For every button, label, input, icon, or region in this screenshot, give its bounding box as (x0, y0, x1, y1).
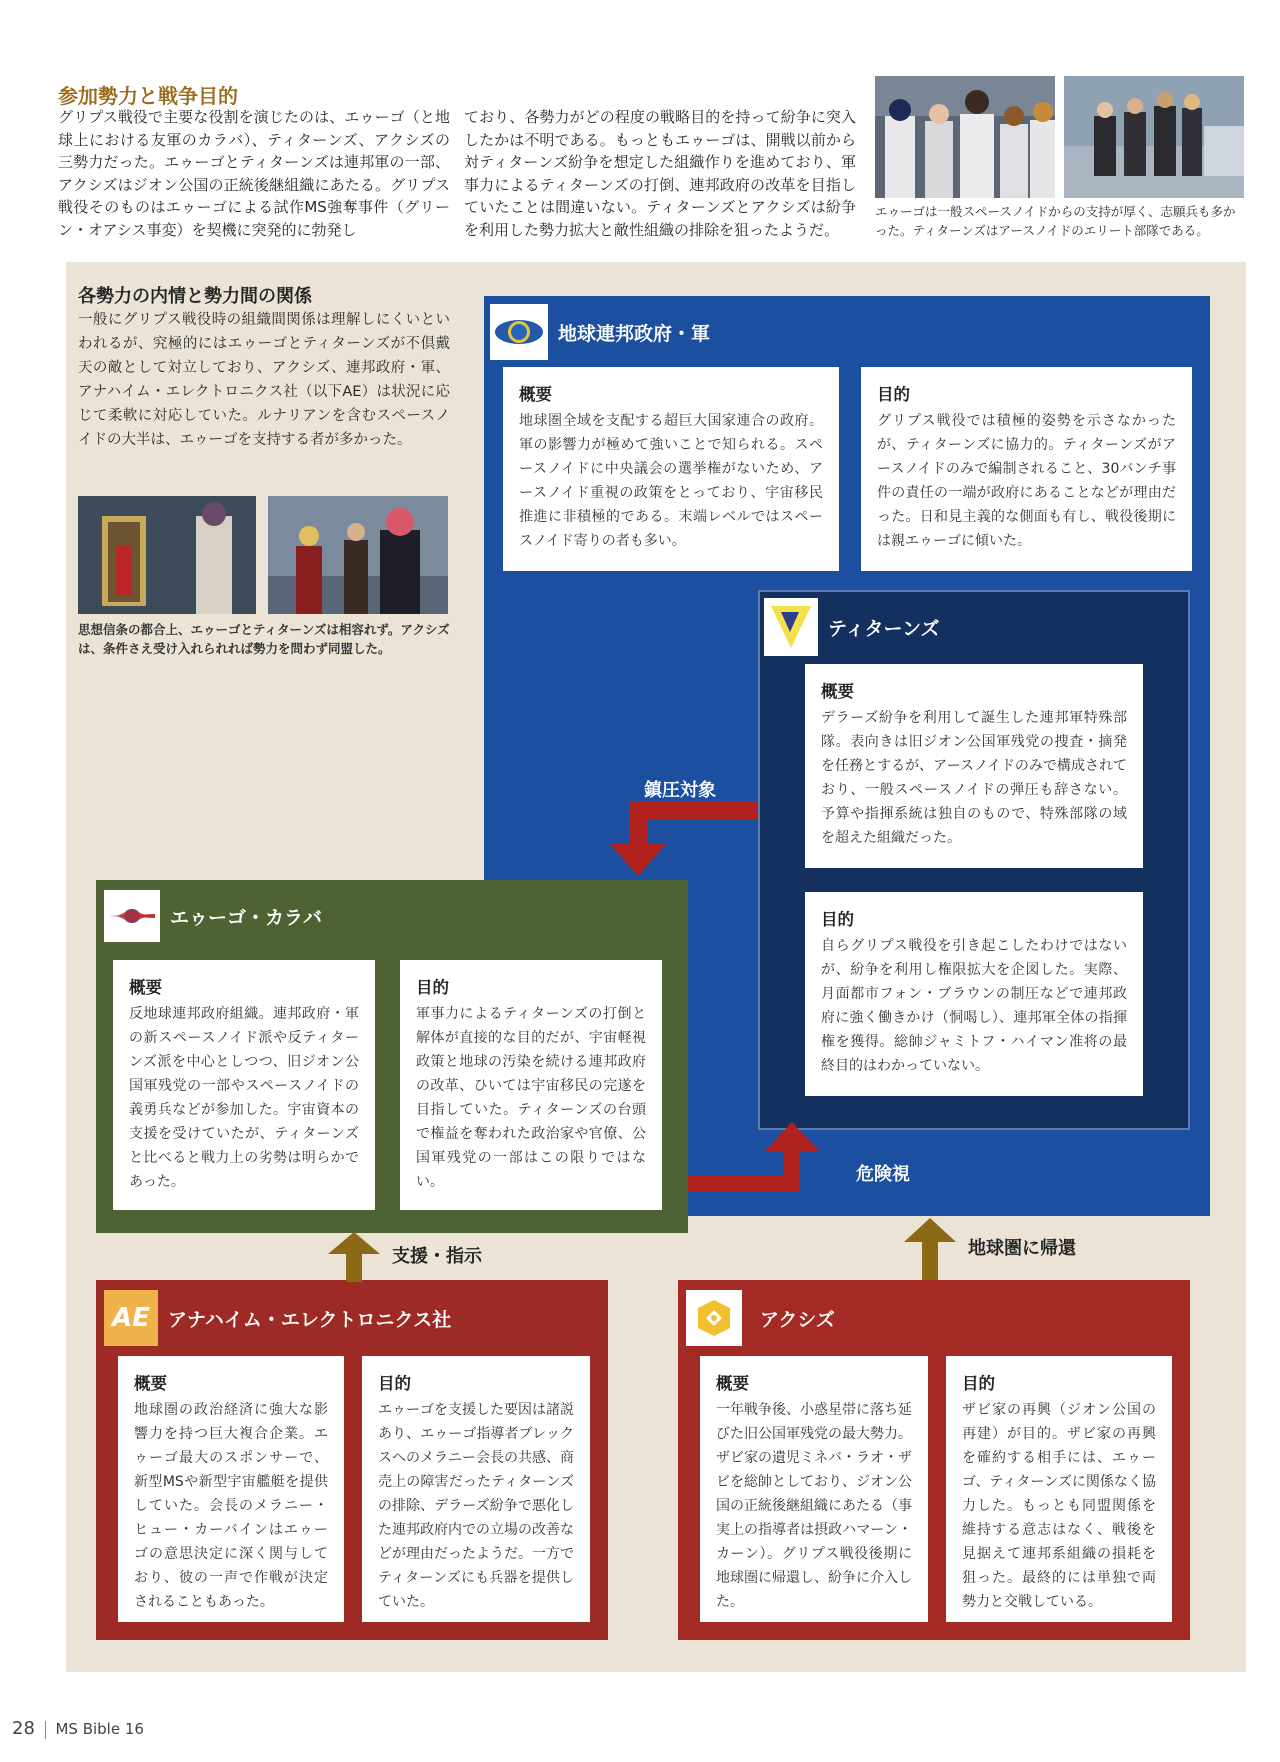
goal-heading: 目的 (962, 1374, 995, 1393)
titans-name: ティターンズ (828, 617, 940, 640)
anaheim-emblem-icon (104, 1290, 158, 1346)
goal-heading: 目的 (416, 978, 449, 997)
titans-emblem-icon (764, 598, 818, 656)
axis-goal-card (946, 1356, 1172, 1622)
intro-column-2: ており、各勢力がどの程度の戦略目的を持って紛争に突入したかは不明である。もっともエゥーゴは、開戦以前から対ティターンズ紛争を想定した組織作りを進めており、軍事力によるティターンズの打倒、連邦政府の改革を目指していたことは間違いない。ティターンズとアクシズは紛争を利用した勢力拡大と敵性組織の排除を狙ったようだ。 (464, 108, 856, 239)
axis-header (686, 1290, 835, 1346)
aeug-overview-card (113, 960, 375, 1210)
overview-heading: 概要 (716, 1374, 749, 1393)
titans-header (764, 598, 940, 656)
federation-emblem-icon (490, 304, 548, 360)
page-footer (12, 1718, 144, 1739)
overview-heading: 概要 (821, 682, 854, 701)
titans-goal-text: 自らグリプス戦役を引き起こしたわけではないが、紛争を利用し権限拡大を企図した。実際、月面都市フォン・ブラウンの制圧などで連邦政府に強く働きかけ（恫喝し）、連邦軍全体の指揮権を獲得。総帥ジャミトフ・ハイマン准将の最終目的はわかっていない。 (821, 938, 1127, 1074)
federation-goal-text: グリプス戦役では積極的姿勢を示さなかったが、ティターンズに協力的。ティターンズがアースノイドのみで編制されること、30バンチ事件の責任の一端が政府にあることなどが理由だった。日和見主義的な側面も有し、戦役後期には親エゥーゴに傾いた。 (877, 413, 1176, 549)
goal-heading: 目的 (877, 385, 910, 404)
support-label: 支援・指示 (392, 1246, 482, 1267)
danger-label: 危険視 (856, 1164, 910, 1185)
federation-name: 地球連邦政府・軍 (558, 322, 711, 345)
axis-emblem-icon (686, 1290, 742, 1346)
photo-titans-officers (1064, 76, 1244, 198)
aeug-goal-text: 軍事力によるティターンズの打倒と解体が直接的な目的だが、宇宙軽視政策と地球の汚染を続ける連邦政府の改革、ひいては宇宙移民の完遂を目指していた。ティターンズの台頭で権益を奪われた政治家や官僚、公国軍残党の一部はこの限りではない。 (416, 1006, 646, 1190)
federation-overview-text: 地球圏全域を支配する超巨大国家連合の政府。軍の影響力が極めて強いことで知られる。スペースノイドに中央議会の選挙権がないため、アースノイド重視の政策をとっており、宇宙移民推進に非積極的である。末端レベルではスペースノイド寄りの者も多い。 (519, 413, 823, 549)
titans-overview-text: デラーズ紛争を利用して誕生した連邦軍特殊部隊。表向きは旧ジオン公国軍残党の捜査・摘発を任務とするが、アースノイドのみで構成されており、一般スペースノイドの弾圧も辞さない。予算や指揮系統は独自のもので、特殊部隊の域を超えた組織だった。 (821, 710, 1127, 846)
federation-goal-card (861, 367, 1192, 571)
section-title: 参加勢力と戦争目的 (58, 84, 238, 108)
titans-overview-card (805, 664, 1143, 868)
panel-photo-caption: 思想信条の都合上、エゥーゴとティターンズは相容れず。アクシズは、条件さえ受け入れられれば勢力を問わず同盟した。 (78, 622, 450, 656)
photo-axis-meeting (268, 496, 448, 614)
panel-intro-text: 一般にグリプス戦役時の組織間関係は理解しにくいといわれるが、究極的にはエゥーゴとティターンズが不倶戴天の敵として対立しており、アクシズ、連邦政府・軍、アナハイム・エレクトロニクス社（以下AE）は状況に応じて柔軟に対応していた。ルナリアンを含むスペースノイドの大半は、エゥーゴを支持する者が多かった。 (78, 312, 450, 448)
axis-overview-card (700, 1356, 928, 1622)
overview-heading: 概要 (134, 1374, 167, 1393)
aeug-header (104, 890, 322, 942)
anaheim-header (104, 1290, 451, 1346)
axis-goal-text: ザビ家の再興（ジオン公国の再建）が目的。ザビ家の再興を確約する相手には、エゥーゴ、ティターンズに関係なく協力した。もっとも同盟関係を維持する意志はなく、戦後を見据えて連邦系組織の損耗を狙った。最終的には単独で両勢力と交戦している。 (962, 1402, 1156, 1610)
aeug-emblem-icon (104, 890, 160, 942)
aeug-goal-card (400, 960, 662, 1210)
support-arrow-icon (326, 1230, 382, 1282)
return-label: 地球圏に帰還 (968, 1238, 1076, 1259)
overview-heading: 概要 (519, 385, 552, 404)
axis-name: アクシズ (760, 1308, 835, 1331)
anaheim-goal-card (362, 1356, 590, 1622)
top-photo-caption: エゥーゴは一般スペースノイドからの支持が厚く、志願兵も多かった。ティターンズはアースノイドのエリート部隊である。 (875, 204, 1236, 238)
suppress-label: 鎮圧対象 (644, 780, 716, 801)
book-title: MS Bible 16 (55, 1720, 144, 1738)
anaheim-overview-card (118, 1356, 344, 1622)
intro-column-1: グリプス戦役で主要な役割を演じたのは、エゥーゴ（と地球上における友軍のカラバ）、ティターンズ、アクシズの三勢力だった。エゥーゴとティターンズは連邦軍の一部、アクシズはジオン公国の正統後継組織にあたる。グリプス戦役そのものはエゥーゴによる試作MS強奪事件（グリーン・オアシス事変）を契機に突発的に勃発し (58, 108, 450, 239)
suppress-arrow-icon (600, 800, 760, 880)
aeug-name: エゥーゴ・カラバ (170, 906, 323, 929)
return-arrow-icon (902, 1216, 958, 1280)
titans-goal-card (805, 892, 1143, 1096)
page-number: 28 (12, 1718, 35, 1739)
danger-arrow-icon (686, 1118, 846, 1198)
federation-header (490, 304, 710, 360)
panel-title: 各勢力の内情と勢力間の関係 (78, 286, 312, 307)
aeug-overview-text: 反地球連邦政府組織。連邦政府・軍の新スペースノイド派や反ティターンズ派を中心としつつ、旧ジオン公国軍残党の一部やスペースノイドの義勇兵などが参加した。宇宙資本の支援を受けていたが、ティターンズと比べると戦力上の劣勢は明らかであった。 (129, 1006, 359, 1190)
goal-heading: 目的 (378, 1374, 411, 1393)
anaheim-name: アナハイム・エレクトロニクス社 (168, 1308, 452, 1331)
goal-heading: 目的 (821, 910, 854, 929)
federation-overview-card (503, 367, 839, 571)
overview-heading: 概要 (129, 978, 162, 997)
photo-confrontation (78, 496, 256, 614)
footer-divider (45, 1721, 46, 1739)
anaheim-emblem-text: AE (112, 1303, 150, 1333)
anaheim-goal-text: エゥーゴを支援した要因は諸説あり、エゥーゴ指導者ブレックスへのメラニー会長の共感、商売上の障害だったティターンズの排除、デラーズ紛争で悪化した連邦政府内での立場の改善などが理由だったようだ。一方でティターンズにも兵器を提供していた。 (378, 1402, 574, 1610)
axis-overview-text: 一年戦争後、小惑星帯に落ち延びた旧公国軍残党の最大勢力。ザビ家の遺児ミネバ・ラオ・ザビを総帥としており、ジオン公国の正統後継組織にあたる（事実上の指導者は摂政ハマーン・カーン）。グリプス戦役後期に地球圏に帰還し、紛争に介入した。 (716, 1402, 912, 1610)
photo-aeug-soldiers (875, 76, 1055, 198)
anaheim-overview-text: 地球圏の政治経済に強大な影響力を持つ巨大複合企業。エゥーゴ最大のスポンサーで、新型MSや新型宇宙艦艇を提供していた。会長のメラニー・ヒュー・カーバインはエゥーゴの意思決定に深く関与しており、彼の一声で作戦が決定されることもあった。 (134, 1402, 328, 1610)
